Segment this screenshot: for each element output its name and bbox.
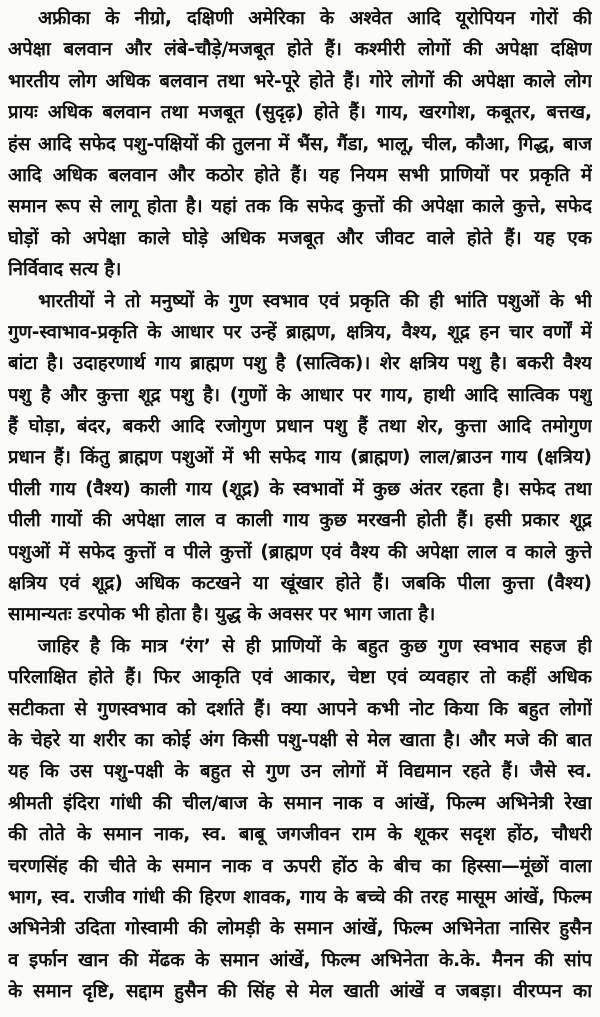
text-line: भारतीयों ने तो मनुष्यों के गुण स्वभाव एवं प्रकृति की ही भांति पशुओं के भी [38,290,592,312]
text-line: पीली गाय (वैश्य) काली गाय (शूद्र) के स्वभावों में कुछ अंतर रहता है। सफेद तथा [8,478,592,500]
text-line: अपेक्षा बलवान और लंबे-चौड़े/मजबूत होते हैं। कश्मीरी लोगों की अपेक्षा दक्षिण [8,39,592,61]
paragraph [8,286,592,631]
text-line: व इर्फान खान की मेंढक के समान आंखें, फिल्म अभिनेता के.के. मैनन की सांप [8,949,592,971]
text-line: बांटा है। उदाहरणार्थ गाय ब्राह्मण पशु है (सात्विक)। शेर क्षत्रिय पशु है। बकरी वैश्य [8,353,592,375]
text-line: भारतीय लोग अधिक बलवान तथा भरे-पूरे होते हैं। गोरे लोगों की अपेक्षा काले लोग [8,70,592,92]
text-line: निर्विवाद सत्य है। [8,259,122,281]
text-line: गुण-स्वाभाव-प्रकृति के आधार पर उन्हें ब्राह्मण, क्षत्रिय, वैश्य, शूद्र हन चार वर्णों में [8,321,592,343]
paragraph [8,3,592,286]
text-line: भाग, स्व. राजीव गांधी की हिरण शावक, गाय के बच्चे की तरह मासूम आंखें, फिल्म [8,886,592,908]
text-line: की तोते के समान नाक, स्व. बाबू जगजीवन राम के शूकर सदृश होंठ, चौधरी [8,824,592,846]
text-line: परिलाक्षित होते हैं। फिर आकृति एवं आकार, चेष्टा एवं व्यवहार तो कहीं अधिक [8,667,592,689]
text-line: प्रधान हैं। किंतु ब्राह्मण पशुओं में भी सफेद गाय (ब्राह्मण) लाल/ब्राउन गाय (क्षत्रिय) [8,447,592,469]
text-line: पीली गायों की अपेक्षा लाल व काली गाय कुछ मरखनी होती हैं। हसी प्रकार शूद्र [8,510,592,532]
text-line: चरणसिंह की चीते के समान नाक व ऊपरी होंठ के बीच का हिस्सा—मूंछों वाला [8,855,592,877]
text-line: सटीकता से गुणस्वभाव को दर्शाते हैं। क्या आपने कभी नोट किया कि बहुत लोगों [8,698,592,720]
text-line: के चेहरे या शरीर का कोई अंग किसी पशु-पक्षी से मेल खाता है। और मजे की बात [8,729,592,751]
paragraph [8,631,592,1008]
text-line: क्षत्रिय एवं शूद्र) अधिक कटखने या खूंखार होते हैं। जबकि पीला कुत्ता (वैश्य) [8,573,592,595]
text-line: आदि अधिक बलवान और कठोर होते हैं। यह नियम सभी प्राणियों पर प्रकृति में [8,164,592,186]
text-line: के समान दृष्टि, सद्दाम हुसैन की सिंह से मेल खाती आंखें व जबड़ा। वीरप्पन का [8,981,592,1003]
text-line: हैं घोड़ा, बंदर, बकरी आदि रजोगुण प्रधान पशु हैं तथा शेर, कुत्ता आदि तमोगुण [8,416,592,438]
text-line: हंस आदि सफेद पशु-पक्षियों की तुलना में भैंस, गैंडा, भालू, चील, कौआ, गिद्ध, बाज [8,133,592,155]
text-line: अफ्रीका के नीग्रो, दक्षिणी अमेरिका के अश्वेत आदि यूरोपियन गोरों की [38,8,592,29]
text-line: यह कि उस पशु-पक्षी के बहुत से गुण उन लोगों में विद्यमान रहते हैं। जैसे स्व. [8,761,592,783]
text-line: सामान्यतः डरपोक भी होता है। युद्ध के अवसर पर भाग जाता है। [8,604,436,626]
text-line: प्रायः अधिक बलवान तथा मजबूत (सुदृढ़) होते हैं। गाय, खरगोश, कबूतर, बत्तख, [8,102,592,124]
text-line: पशु है और कुत्ता शूद्र पशु है। (गुणों के आधार पर गाय, हाथी आदि सात्विक पशु [8,384,592,406]
text-line: घोड़ों को अपेक्षा काले घोड़े अधिक मजबूत और जीवट वाले होते हैं। यह एक [8,227,592,249]
text-line: श्रीमती इंदिरा गांधी की चील/बाज के समान नाक व आंखें, फिल्म अभिनेत्री रेखा [8,792,592,814]
text-line: जाहिर है कि मात्र ‘रंग’ से ही प्राणियों के बहुत कुछ गुण स्वभाव सहज ही [38,635,592,657]
text-line: पशुओं में सफेद कुत्तों व पीले कुत्तों (ब्राह्मण एवं वैश्य की अपेक्षा लाल व काले कुत्ते [8,541,592,563]
text-line: समान रूप से लागू होता है। यहां तक कि सफेद कुत्तों की अपेक्षा काले कुत्ते, सफेद [8,196,592,218]
text-line: अभिनेत्री उदिता गोस्वामी की लोमड़ी के समान आंखें, फिल्म अभिनेता नासिर हुसैन [8,918,592,940]
